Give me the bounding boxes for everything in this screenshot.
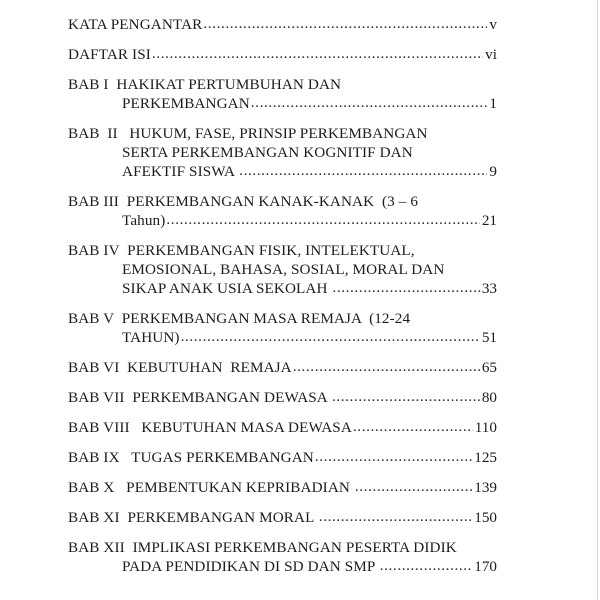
toc-entry-line bbox=[68, 388, 497, 407]
toc-entry-title: BAB III PERKEMBANGAN KANAK-KANAK (3 – 6 bbox=[68, 193, 419, 210]
toc-entry-line bbox=[68, 328, 497, 347]
toc-entry-line bbox=[68, 538, 497, 557]
toc-entry[interactable] bbox=[68, 418, 497, 437]
toc-entry[interactable] bbox=[68, 15, 497, 34]
toc-entry-line bbox=[68, 192, 497, 211]
toc-entry-title: PADA PENDIDIKAN DI SD DAN SMP bbox=[122, 558, 379, 575]
dot-leader bbox=[251, 93, 488, 112]
toc-entry-title: PERKEMBANGAN bbox=[122, 95, 250, 112]
toc-page-number: 80 bbox=[481, 389, 497, 406]
toc-entry-line bbox=[68, 162, 497, 181]
toc-entry-line bbox=[68, 241, 497, 260]
toc-page-number: 65 bbox=[481, 359, 497, 376]
toc-entry-title: BAB VI KEBUTUHAN REMAJA bbox=[68, 359, 292, 376]
toc-entry-line bbox=[68, 448, 497, 467]
toc-entry-title: AFEKTIF SISWA bbox=[122, 163, 239, 180]
toc-entry-line bbox=[68, 418, 497, 437]
toc-entry-line bbox=[68, 143, 497, 162]
toc-entry-title: BAB VIII KEBUTUHAN MASA DEWASA bbox=[68, 419, 352, 436]
toc-page-number: 1 bbox=[489, 95, 497, 112]
toc-page-number: 51 bbox=[481, 329, 497, 346]
toc-entry[interactable] bbox=[68, 75, 497, 113]
toc-entry-title: BAB II HUKUM, FASE, PRINSIP PERKEMBANGAN bbox=[68, 125, 428, 142]
toc-page-number: 150 bbox=[474, 509, 497, 526]
toc-entry-title: BAB XII IMPLIKASI PERKEMBANGAN PESERTA DIDIK bbox=[68, 539, 457, 556]
toc-page-number: v bbox=[489, 16, 497, 33]
dot-leader bbox=[293, 357, 480, 376]
dot-leader bbox=[315, 447, 472, 466]
toc-entry-line bbox=[68, 124, 497, 143]
toc-entry[interactable] bbox=[68, 508, 497, 527]
toc-entry-title: EMOSIONAL, BAHASA, SOSIAL, MORAL DAN bbox=[122, 261, 445, 278]
toc-entry[interactable] bbox=[68, 478, 497, 497]
toc-entry-line bbox=[68, 309, 497, 328]
dot-leader bbox=[203, 14, 487, 33]
toc-entry-line bbox=[68, 557, 497, 576]
dot-leader bbox=[166, 210, 479, 229]
toc-entry-line bbox=[68, 211, 497, 230]
toc-entry[interactable] bbox=[68, 388, 497, 407]
table-of-contents bbox=[68, 15, 497, 587]
dot-leader bbox=[355, 477, 472, 496]
toc-entry-line bbox=[68, 478, 497, 497]
toc-entry-title: BAB VII PERKEMBANGAN DEWASA bbox=[68, 389, 331, 406]
toc-entry-title: DAFTAR ISI bbox=[68, 46, 151, 63]
toc-entry[interactable] bbox=[68, 358, 497, 377]
toc-entry-line bbox=[68, 279, 497, 298]
toc-entry[interactable] bbox=[68, 241, 497, 298]
toc-page-number: 21 bbox=[481, 212, 497, 229]
dot-leader bbox=[332, 278, 479, 297]
toc-entry-line bbox=[68, 45, 497, 64]
toc-entry-line bbox=[68, 94, 497, 113]
toc-entry-title: SERTA PERKEMBANGAN KOGNITIF DAN bbox=[122, 144, 413, 161]
toc-entry-title: Tahun) bbox=[122, 212, 166, 229]
toc-entry-title: BAB V PERKEMBANGAN MASA REMAJA (12-24 bbox=[68, 310, 411, 327]
toc-entry-title: SIKAP ANAK USIA SEKOLAH bbox=[122, 280, 332, 297]
toc-page-number: 33 bbox=[481, 280, 497, 297]
toc-entry-line bbox=[68, 15, 497, 34]
toc-entry[interactable] bbox=[68, 192, 497, 230]
toc-entry[interactable] bbox=[68, 45, 497, 64]
toc-entry-title: BAB I HAKIKAT PERTUMBUHAN DAN bbox=[68, 76, 342, 93]
page-border-rule bbox=[597, 0, 598, 600]
toc-page-number: 139 bbox=[474, 479, 497, 496]
dot-leader bbox=[181, 327, 480, 346]
toc-entry-line bbox=[68, 508, 497, 527]
toc-page-number: 170 bbox=[474, 558, 497, 575]
toc-entry-title: BAB IV PERKEMBANGAN FISIK, INTELEKTUAL, bbox=[68, 242, 415, 259]
dot-leader bbox=[353, 417, 473, 436]
toc-entry-line bbox=[68, 358, 497, 377]
toc-entry-title: TAHUN) bbox=[122, 329, 180, 346]
dot-leader bbox=[239, 161, 487, 180]
toc-page-number: 125 bbox=[474, 449, 497, 466]
toc-entry-line bbox=[68, 75, 497, 94]
toc-entry-title: BAB IX TUGAS PERKEMBANGAN bbox=[68, 449, 314, 466]
toc-entry-title: BAB X PEMBENTUKAN KEPRIBADIAN bbox=[68, 479, 354, 496]
dot-leader bbox=[332, 387, 480, 406]
toc-entry-line bbox=[68, 260, 497, 279]
toc-page-number: 110 bbox=[474, 419, 497, 436]
toc-page-number: vi bbox=[485, 46, 497, 63]
dot-leader bbox=[319, 507, 472, 526]
toc-entry[interactable] bbox=[68, 448, 497, 467]
dot-leader bbox=[380, 556, 472, 575]
toc-entry[interactable] bbox=[68, 538, 497, 576]
dot-leader bbox=[152, 44, 483, 63]
toc-page-number: 9 bbox=[489, 163, 497, 180]
toc-entry-title: BAB XI PERKEMBANGAN MORAL bbox=[68, 509, 318, 526]
toc-entry[interactable] bbox=[68, 309, 497, 347]
toc-entry-title: KATA PENGANTAR bbox=[68, 16, 203, 33]
toc-entry[interactable] bbox=[68, 124, 497, 181]
